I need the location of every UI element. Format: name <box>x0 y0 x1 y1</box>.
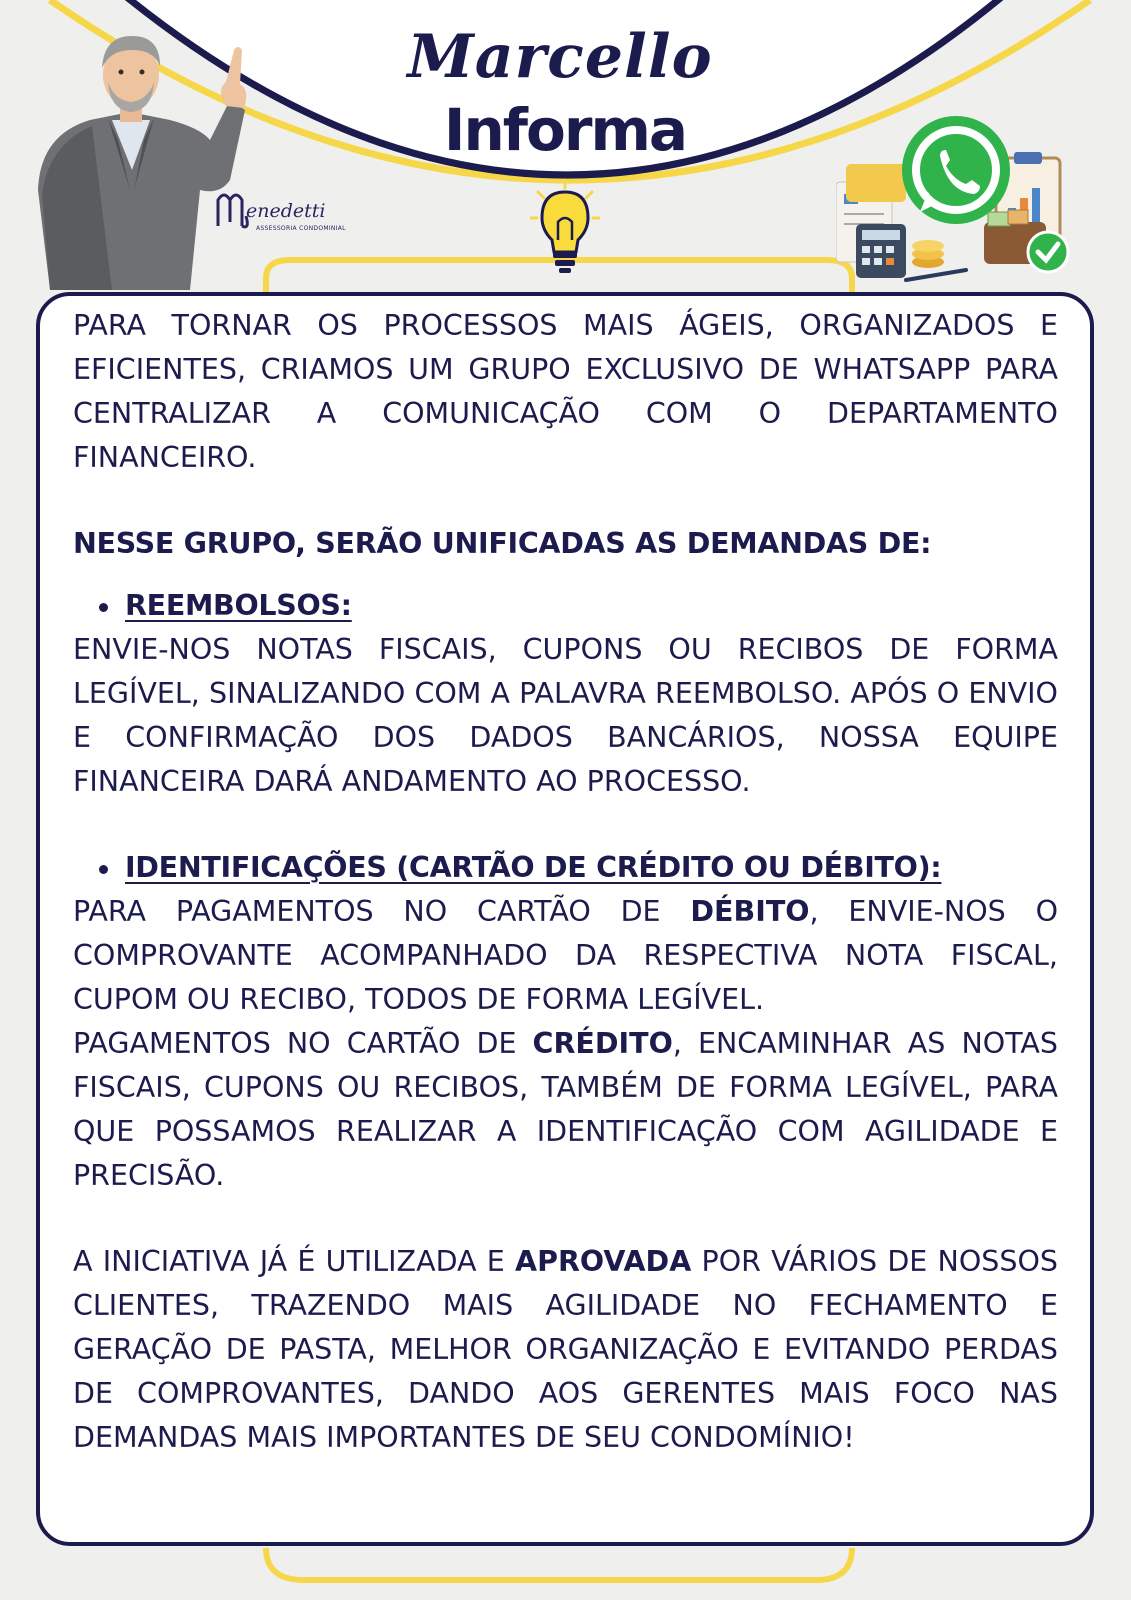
credit-bold: CRÉDITO <box>532 1027 673 1060</box>
intro-paragraph: PARA TORNAR OS PROCESSOS MAIS ÁGEIS, ORGANIZADOS E EFICIENTES, CRIAMOS UM GRUPO EXCLUSIVO DE WHATSAPP PARA CENTRALIZAR A COMUNICAÇÃO COM O DEPARTAMENTO FINANCEIRO. <box>73 309 1058 474</box>
reembolsos-heading: REEMBOLSOS: <box>73 584 1058 628</box>
bullet-dot <box>99 603 108 612</box>
brand-subtitle: ASSESSORIA CONDOMINIAL <box>256 225 346 232</box>
brand-name: enedetti <box>246 200 326 222</box>
approved-bold: APROVADA <box>515 1245 692 1278</box>
debit-bold: DÉBITO <box>690 895 810 928</box>
title-script: Marcello <box>407 22 713 92</box>
lightbulb-icon <box>530 178 600 276</box>
credit-paragraph: PAGAMENTOS NO CARTÃO DE CRÉDITO, ENCAMINHAR AS NOTAS FISCAIS, CUPONS OU RECIBOS, TAMBÉM DE FORMA LEGÍVEL, PARA QUE POSSAMOS REALIZAR A IDENTIFICAÇÃO COM AGILIDADE E PRECISÃO. <box>73 1027 1058 1192</box>
card-text <box>73 304 1058 1460</box>
title-main: Informa <box>443 96 687 164</box>
whatsapp-finance-illustration <box>836 112 1086 284</box>
bullet-dot <box>99 865 108 874</box>
presenter-illustration <box>30 20 260 290</box>
debit-paragraph: PARA PAGAMENTOS NO CARTÃO DE DÉBITO, ENVIE-NOS O COMPROVANTE ACOMPANHADO DA RESPECTIVA NOTA FISCAL, CUPOM OU RECIBO, TODOS DE FORMA LEGÍVEL. <box>73 895 1058 1016</box>
closing-paragraph: A INICIATIVA JÁ É UTILIZADA E APROVADA POR VÁRIOS DE NOSSOS CLIENTES, TRAZENDO MAIS AGILIDADE NO FECHAMENTO E GERAÇÃO DE PASTA, MELHOR ORGANIZAÇÃO E EVITANDO PERDAS DE COMPROVANTES, DANDO AOS GERENTES MAIS FOCO NAS DEMANDAS MAIS IMPORTANTES DE SEU CONDOMÍNIO! <box>73 1245 1058 1454</box>
reembolsos-paragraph: ENVIE-NOS NOTAS FISCAIS, CUPONS OU RECIBOS DE FORMA LEGÍVEL, SINALIZANDO COM A PALAVRA REEMBOLSO. APÓS O ENVIO E CONFIRMAÇÃO DOS DADOS BANCÁRIOS, NOSSA EQUIPE FINANCEIRA DARÁ ANDAMENTO AO PROCESSO. <box>73 633 1058 798</box>
demands-heading: NESSE GRUPO, SERÃO UNIFICADAS AS DEMANDAS DE: <box>73 527 932 560</box>
identificacoes-heading: IDENTIFICAÇÕES (CARTÃO DE CRÉDITO OU DÉBITO): <box>73 846 1058 890</box>
